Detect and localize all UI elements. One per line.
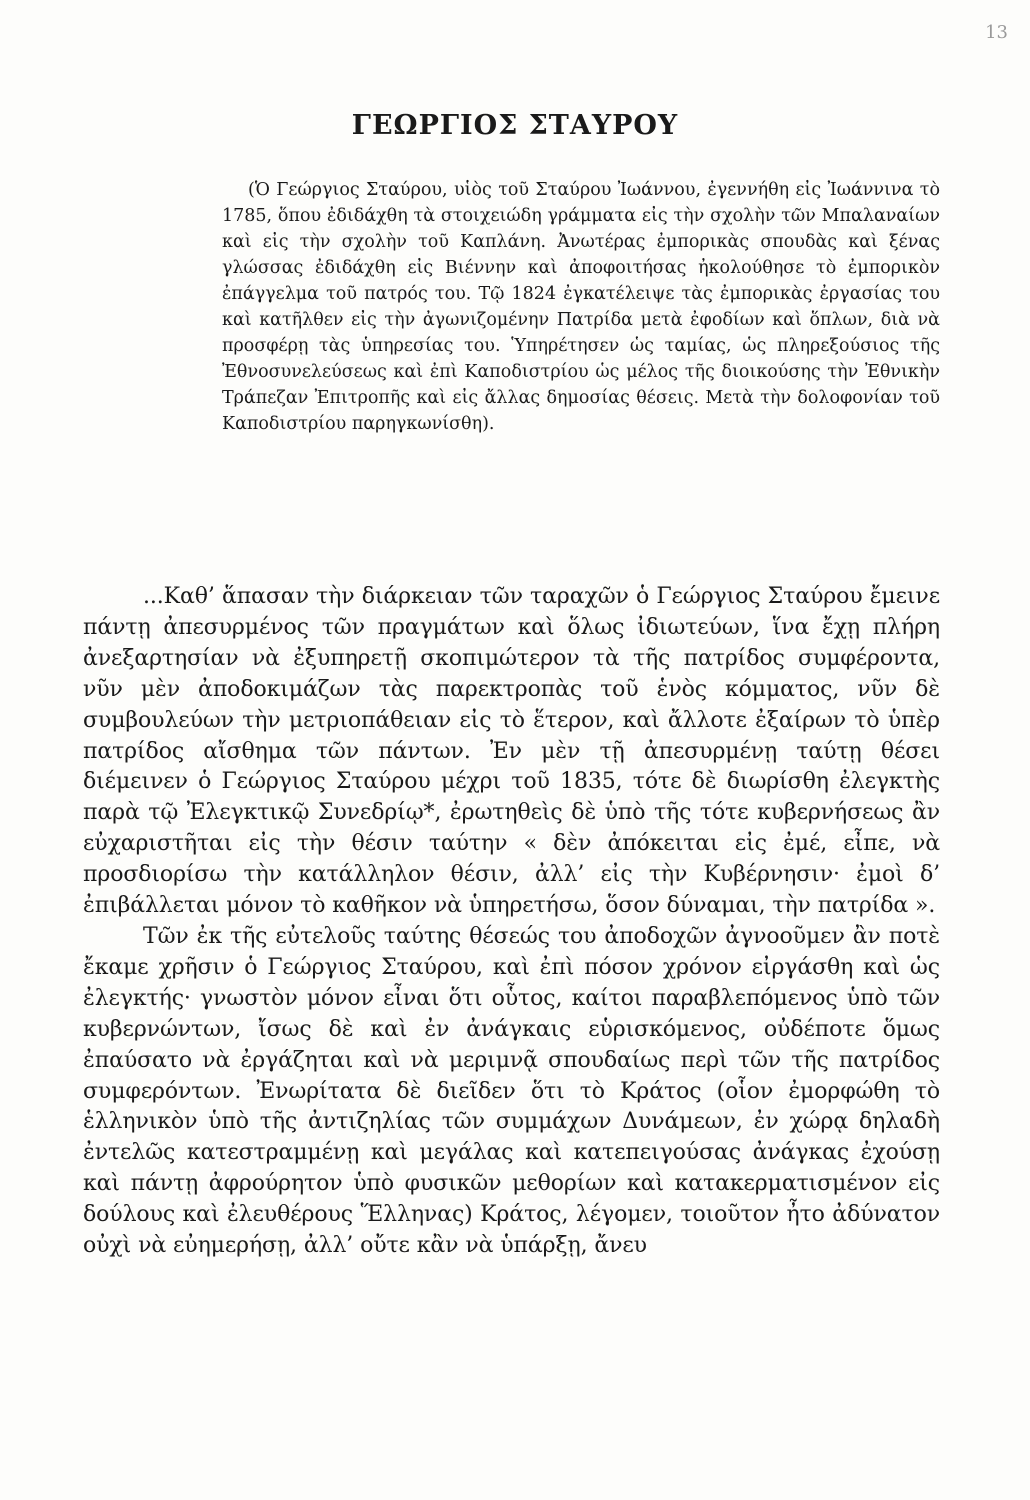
body-paragraph-2: Τῶν ἐκ τῆς εὐτελοῦς ταύτης θέσεώς του ἀποδοχῶν ἀγνοοῦμεν ἂν ποτὲ ἔκαμε χρῆσιν ὁ Γεώργιος Σταύρου, καὶ ἐπὶ πόσον χρόνον εἰργάσθη καὶ ὡς ἐλεγκτής· γνωστὸν μόνον εἶναι ὅτι οὗτος, καίτοι παραβλεπόμενος ὑπὸ τῶν κυβερνώντων, ἴσως δὲ καὶ ἐν ἀνάγκαις εὑρισκόμενος, οὐδέποτε ὅμως ἐπαύσατο νὰ ἐργάζηται καὶ νὰ μεριμνᾷ σπουδαίως περὶ τῶν τῆς πατρίδος συμφερόντων. Ἐνωρίτατα δὲ διεῖδεν ὅτι τὸ Κράτος (οἷον ἐμορφώθη τὸ ἑλληνικὸν ὑπὸ τῆς ἀντιζηλίας τῶν συμμάχων Δυνάμεων, ἐν χώρᾳ δηλαδὴ ἐντελῶς κατεστραμμένῃ καὶ μεγάλας καὶ κατεπειγούσας ἀνάγκας ἐχούσῃ καὶ πάντῃ ἀφρούρητον ὑπὸ φυσικῶν μεθορίων καὶ κατακερματισμένον εἰς δούλους καὶ ἐλευθέρους Ἕλληνας) Κράτος, λέγομεν, τοιοῦτον ἦτο ἀδύνατον οὐχὶ νὰ εὐημερήσῃ, ἀλλ’ οὔτε κἂν νὰ ὑπάρξῃ, ἄνευ xyxy=(83,923,940,1259)
biographical-note: (Ὁ Γεώργιος Σταύρου, υἱὸς τοῦ Σταύρου Ἰωάννου, ἐγεννήθη εἰς Ἰωάννινα τὸ 1785, ὅπου ἐδιδάχθη τὰ στοιχειώδη γράμματα εἰς τὴν σχολὴν τῶν Μπαλαναίων καὶ εἰς τὴν σχολὴν τοῦ Καπλάνη. Ἀνωτέρας ἐμπορικὰς σπουδὰς καὶ ξένας γλώσσας ἐδιδάχθη εἰς Βιέννην καὶ ἀποφοιτήσας ἠκολούθησε τὸ ἐμπορικὸν ἐπάγγελμα τοῦ πατρός του. Τῷ 1824 ἐγκατέλειψε τὰς ἐμπορικὰς ἐργασίας του καὶ κατῆλθεν εἰς τὴν ἀγωνιζομένην Πατρίδα μετὰ ἐφοδίων καὶ ὅπλων, διὰ νὰ προσφέρῃ τὰς ὑπηρεσίας του. Ὑπηρέτησεν ὡς ταμίας, ὡς πληρεξούσιος τῆς Ἐθνοσυνελεύσεως καὶ ἐπὶ Καποδιστρίου ὡς μέλος τῆς διοικούσης τὴν Ἐθνικὴν Τράπεζαν Ἐπιτροπῆς καὶ εἰς ἄλλας δημοσίας θέσεις. Μετὰ τὴν δολοφονίαν τοῦ Καποδιστρίου παρηγκωνίσθη). xyxy=(222,180,940,434)
body-paragraph-1: ...Καθ’ ἅπασαν τὴν διάρκειαν τῶν ταραχῶν ὁ Γεώργιος Σταύρου ἔμεινε πάντῃ ἀπεσυρμένος τῶν πραγμάτων καὶ ὅλως ἰδιωτεύων, ἵνα ἔχῃ πλήρη ἀνεξαρτησίαν νὰ ἐξυπηρετῇ σκοπιμώτερον τὰ τῆς πατρίδος συμφέροντα, νῦν μὲν ἀποδοκιμάζων τὰς παρεκτροπὰς τοῦ ἑνὸς κόμματος, νῦν δὲ συμβουλεύων τὴν μετριοπάθειαν εἰς τὸ ἕτερον, καὶ ἄλλοτε ἐξαίρων τὸ ὑπὲρ πατρίδος αἴσθημα τῶν πάντων. Ἐν μὲν τῇ ἀπεσυρμένῃ ταύτῃ θέσει διέμεινεν ὁ Γεώργιος Σταύρου μέχρι τοῦ 1835, τότε δὲ διωρίσθη ἐλεγκτὴς παρὰ τῷ Ἐλεγκτικῷ Συνεδρίῳ*, ἐρωτηθεὶς δὲ ὑπὸ τῆς τότε κυβερνήσεως ἂν εὐχαριστῆται εἰς τὴν θέσιν ταύτην « δὲν ἀπόκειται εἰς ἐμέ, εἶπε, νὰ προσδιορίσω τὴν κατάλληλον θέσιν, ἀλλ’ εἰς τὴν Κυβέρνησιν· ἐμοὶ δ’ ἐπιβάλλεται μόνον τὸ καθῆκον νὰ ὑπηρετήσω, ὅσον δύναμαι, τὴν πατρίδα ». xyxy=(83,584,940,919)
page-number: 13 xyxy=(985,22,1008,43)
page-title: ΓΕΩΡΓΙΟΣ ΣΤΑΥΡΟΥ xyxy=(351,110,679,141)
main-text xyxy=(83,582,940,1262)
